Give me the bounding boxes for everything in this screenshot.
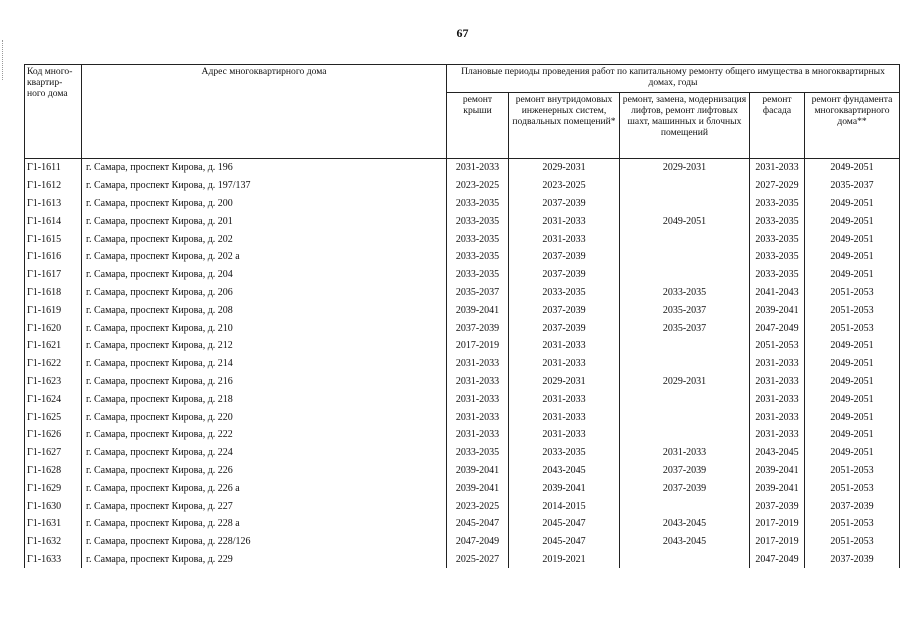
- cell-code: Г1-1619: [25, 301, 82, 319]
- table-row: [25, 515, 900, 533]
- cell-facade: 2033-2035: [750, 266, 805, 284]
- table-row: [25, 462, 900, 480]
- cell-code: Г1-1613: [25, 195, 82, 213]
- cell-roof: 2033-2035: [447, 248, 509, 266]
- column-header-code: Код много-квартир-ного дома: [25, 65, 82, 159]
- cell-elevators: 2033-2035: [620, 284, 750, 302]
- cell-facade: 2031-2033: [750, 373, 805, 391]
- table-row: [25, 284, 900, 302]
- cell-facade: 2031-2033: [750, 426, 805, 444]
- cell-facade: 2039-2041: [750, 462, 805, 480]
- cell-elevators: [620, 497, 750, 515]
- cell-code: Г1-1628: [25, 462, 82, 480]
- cell-systems: 2014-2015: [509, 497, 620, 515]
- cell-systems: 2019-2021: [509, 551, 620, 569]
- cell-elevators: [620, 408, 750, 426]
- cell-elevators: [620, 355, 750, 373]
- cell-address: г. Самара, проспект Кирова, д. 204: [82, 266, 447, 284]
- page-number: 67: [456, 26, 469, 40]
- cell-elevators: [620, 337, 750, 355]
- cell-systems: 2039-2041: [509, 479, 620, 497]
- table-row: [25, 159, 900, 177]
- cell-foundation: 2049-2051: [805, 266, 900, 284]
- cell-address: г. Самара, проспект Кирова, д. 228/126: [82, 533, 447, 551]
- cell-foundation: 2049-2051: [805, 426, 900, 444]
- cell-address: г. Самара, проспект Кирова, д. 227: [82, 497, 447, 515]
- cell-foundation: 2051-2053: [805, 533, 900, 551]
- cell-elevators: 2035-2037: [620, 319, 750, 337]
- cell-code: Г1-1626: [25, 426, 82, 444]
- cell-roof: 2033-2035: [447, 212, 509, 230]
- table-row: [25, 248, 900, 266]
- cell-systems: 2033-2035: [509, 444, 620, 462]
- cell-roof: 2023-2025: [447, 497, 509, 515]
- cell-facade: 2033-2035: [750, 230, 805, 248]
- cell-roof: 2031-2033: [447, 373, 509, 391]
- cell-facade: 2037-2039: [750, 497, 805, 515]
- cell-code: Г1-1614: [25, 212, 82, 230]
- cell-roof: 2031-2033: [447, 390, 509, 408]
- column-group-header-periods: Плановые периоды проведения работ по капитальному ремонту общего имущества в многоквартирных домах, годы: [447, 65, 900, 93]
- cell-address: г. Самара, проспект Кирова, д. 200: [82, 195, 447, 213]
- cell-code: Г1-1622: [25, 355, 82, 373]
- cell-systems: 2031-2033: [509, 408, 620, 426]
- capital-repair-plan-table: [24, 64, 900, 568]
- cell-facade: 2027-2029: [750, 177, 805, 195]
- cell-address: г. Самара, проспект Кирова, д. 202: [82, 230, 447, 248]
- cell-address: г. Самара, проспект Кирова, д. 229: [82, 551, 447, 569]
- cell-systems: 2037-2039: [509, 266, 620, 284]
- cell-elevators: 2037-2039: [620, 479, 750, 497]
- table-row: [25, 355, 900, 373]
- cell-foundation: 2049-2051: [805, 230, 900, 248]
- cell-foundation: 2049-2051: [805, 195, 900, 213]
- column-header-elevators: ремонт, замена, модернизация лифтов, ремонт лифтовых шахт, машинных и блочных помещений: [620, 93, 750, 159]
- cell-address: г. Самара, проспект Кирова, д. 210: [82, 319, 447, 337]
- cell-roof: 2031-2033: [447, 408, 509, 426]
- cell-facade: 2039-2041: [750, 301, 805, 319]
- cell-address: г. Самара, проспект Кирова, д. 202 а: [82, 248, 447, 266]
- cell-systems: 2037-2039: [509, 301, 620, 319]
- table-row: [25, 551, 900, 569]
- cell-code: Г1-1612: [25, 177, 82, 195]
- cell-foundation: 2037-2039: [805, 497, 900, 515]
- cell-systems: 2031-2033: [509, 390, 620, 408]
- cell-code: Г1-1629: [25, 479, 82, 497]
- cell-foundation: 2049-2051: [805, 373, 900, 391]
- cell-foundation: 2037-2039: [805, 551, 900, 569]
- cell-roof: 2039-2041: [447, 301, 509, 319]
- cell-systems: 2033-2035: [509, 284, 620, 302]
- cell-elevators: 2031-2033: [620, 444, 750, 462]
- cell-systems: 2031-2033: [509, 230, 620, 248]
- cell-code: Г1-1624: [25, 390, 82, 408]
- cell-elevators: [620, 248, 750, 266]
- cell-code: Г1-1633: [25, 551, 82, 569]
- cell-address: г. Самара, проспект Кирова, д. 196: [82, 159, 447, 177]
- cell-facade: 2047-2049: [750, 319, 805, 337]
- cell-elevators: [620, 390, 750, 408]
- cell-elevators: 2037-2039: [620, 462, 750, 480]
- table-row: [25, 444, 900, 462]
- cell-systems: 2043-2045: [509, 462, 620, 480]
- cell-roof: 2039-2041: [447, 479, 509, 497]
- cell-facade: 2017-2019: [750, 533, 805, 551]
- column-header-facade: ремонт фасада: [750, 93, 805, 159]
- cell-facade: 2043-2045: [750, 444, 805, 462]
- column-header-systems: ремонт внутридомовых инженерных систем, подвальных помещений*: [509, 93, 620, 159]
- table-row: [25, 390, 900, 408]
- cell-code: Г1-1623: [25, 373, 82, 391]
- cell-code: Г1-1611: [25, 159, 82, 177]
- cell-foundation: 2051-2053: [805, 515, 900, 533]
- cell-code: Г1-1616: [25, 248, 82, 266]
- cell-elevators: 2035-2037: [620, 301, 750, 319]
- cell-address: г. Самара, проспект Кирова, д. 228 а: [82, 515, 447, 533]
- cell-elevators: [620, 230, 750, 248]
- cell-address: г. Самара, проспект Кирова, д. 220: [82, 408, 447, 426]
- cell-roof: 2031-2033: [447, 426, 509, 444]
- cell-roof: 2033-2035: [447, 230, 509, 248]
- cell-systems: 2037-2039: [509, 195, 620, 213]
- cell-address: г. Самара, проспект Кирова, д. 201: [82, 212, 447, 230]
- cell-elevators: 2043-2045: [620, 533, 750, 551]
- cell-systems: 2045-2047: [509, 533, 620, 551]
- cell-facade: 2051-2053: [750, 337, 805, 355]
- cell-systems: 2037-2039: [509, 248, 620, 266]
- cell-elevators: [620, 426, 750, 444]
- cell-code: Г1-1631: [25, 515, 82, 533]
- cell-code: Г1-1620: [25, 319, 82, 337]
- table-row: [25, 497, 900, 515]
- table-row: [25, 408, 900, 426]
- cell-foundation: 2051-2053: [805, 301, 900, 319]
- cell-elevators: 2029-2031: [620, 373, 750, 391]
- table-row: [25, 195, 900, 213]
- cell-address: г. Самара, проспект Кирова, д. 226: [82, 462, 447, 480]
- cell-code: Г1-1621: [25, 337, 82, 355]
- cell-foundation: 2049-2051: [805, 337, 900, 355]
- cell-foundation: 2051-2053: [805, 462, 900, 480]
- cell-elevators: [620, 266, 750, 284]
- cell-facade: 2031-2033: [750, 390, 805, 408]
- cell-address: г. Самара, проспект Кирова, д. 216: [82, 373, 447, 391]
- cell-facade: 2033-2035: [750, 195, 805, 213]
- cell-roof: 2023-2025: [447, 177, 509, 195]
- cell-elevators: 2029-2031: [620, 159, 750, 177]
- cell-code: Г1-1615: [25, 230, 82, 248]
- cell-roof: 2033-2035: [447, 444, 509, 462]
- cell-facade: 2017-2019: [750, 515, 805, 533]
- cell-address: г. Самара, проспект Кирова, д. 206: [82, 284, 447, 302]
- cell-facade: 2041-2043: [750, 284, 805, 302]
- cell-foundation: 2051-2053: [805, 284, 900, 302]
- cell-roof: 2037-2039: [447, 319, 509, 337]
- cell-systems: 2031-2033: [509, 212, 620, 230]
- cell-roof: 2031-2033: [447, 355, 509, 373]
- table-row: [25, 479, 900, 497]
- cell-address: г. Самара, проспект Кирова, д. 212: [82, 337, 447, 355]
- cell-foundation: 2049-2051: [805, 248, 900, 266]
- cell-address: г. Самара, проспект Кирова, д. 197/137: [82, 177, 447, 195]
- cell-systems: 2031-2033: [509, 337, 620, 355]
- cell-roof: 2033-2035: [447, 195, 509, 213]
- cell-elevators: [620, 177, 750, 195]
- cell-systems: 2045-2047: [509, 515, 620, 533]
- cell-facade: 2047-2049: [750, 551, 805, 569]
- cell-foundation: 2049-2051: [805, 355, 900, 373]
- cell-code: Г1-1632: [25, 533, 82, 551]
- cell-roof: 2045-2047: [447, 515, 509, 533]
- cell-address: г. Самара, проспект Кирова, д. 208: [82, 301, 447, 319]
- cell-facade: 2033-2035: [750, 212, 805, 230]
- cell-foundation: 2049-2051: [805, 444, 900, 462]
- column-header-roof: ремонт крыши: [447, 93, 509, 159]
- cell-foundation: 2049-2051: [805, 408, 900, 426]
- table-row: [25, 212, 900, 230]
- cell-roof: 2017-2019: [447, 337, 509, 355]
- cell-facade: 2031-2033: [750, 355, 805, 373]
- cell-code: Г1-1617: [25, 266, 82, 284]
- table-row: [25, 319, 900, 337]
- cell-systems: 2031-2033: [509, 426, 620, 444]
- cell-code: Г1-1627: [25, 444, 82, 462]
- cell-facade: 2031-2033: [750, 408, 805, 426]
- cell-systems: 2029-2031: [509, 373, 620, 391]
- cell-elevators: 2043-2045: [620, 515, 750, 533]
- cell-elevators: [620, 195, 750, 213]
- cell-address: г. Самара, проспект Кирова, д. 226 а: [82, 479, 447, 497]
- cell-facade: 2031-2033: [750, 159, 805, 177]
- cell-code: Г1-1618: [25, 284, 82, 302]
- cell-address: г. Самара, проспект Кирова, д. 218: [82, 390, 447, 408]
- cell-roof: 2031-2033: [447, 159, 509, 177]
- cell-systems: 2029-2031: [509, 159, 620, 177]
- table-row: [25, 533, 900, 551]
- cell-facade: 2039-2041: [750, 479, 805, 497]
- table-row: [25, 373, 900, 391]
- cell-systems: 2023-2025: [509, 177, 620, 195]
- table-row: [25, 426, 900, 444]
- cell-address: г. Самара, проспект Кирова, д. 224: [82, 444, 447, 462]
- cell-roof: 2047-2049: [447, 533, 509, 551]
- table-row: [25, 301, 900, 319]
- table-row: [25, 266, 900, 284]
- cell-elevators: [620, 551, 750, 569]
- cell-foundation: 2049-2051: [805, 212, 900, 230]
- cell-address: г. Самара, проспект Кирова, д. 214: [82, 355, 447, 373]
- cell-systems: 2031-2033: [509, 355, 620, 373]
- cell-foundation: 2035-2037: [805, 177, 900, 195]
- cell-roof: 2033-2035: [447, 266, 509, 284]
- cell-roof: 2039-2041: [447, 462, 509, 480]
- cell-systems: 2037-2039: [509, 319, 620, 337]
- column-header-foundation: ремонт фундамента многоквартирного дома**: [805, 93, 900, 159]
- table-row: [25, 230, 900, 248]
- scan-edge-marks: [2, 40, 7, 80]
- cell-address: г. Самара, проспект Кирова, д. 222: [82, 426, 447, 444]
- table-row: [25, 337, 900, 355]
- cell-roof: 2025-2027: [447, 551, 509, 569]
- cell-foundation: 2049-2051: [805, 390, 900, 408]
- cell-facade: 2033-2035: [750, 248, 805, 266]
- table-row: [25, 177, 900, 195]
- cell-code: Г1-1625: [25, 408, 82, 426]
- column-header-address: Адрес многоквартирного дома: [82, 65, 447, 159]
- cell-code: Г1-1630: [25, 497, 82, 515]
- cell-elevators: 2049-2051: [620, 212, 750, 230]
- cell-foundation: 2049-2051: [805, 159, 900, 177]
- cell-roof: 2035-2037: [447, 284, 509, 302]
- cell-foundation: 2051-2053: [805, 479, 900, 497]
- cell-foundation: 2051-2053: [805, 319, 900, 337]
